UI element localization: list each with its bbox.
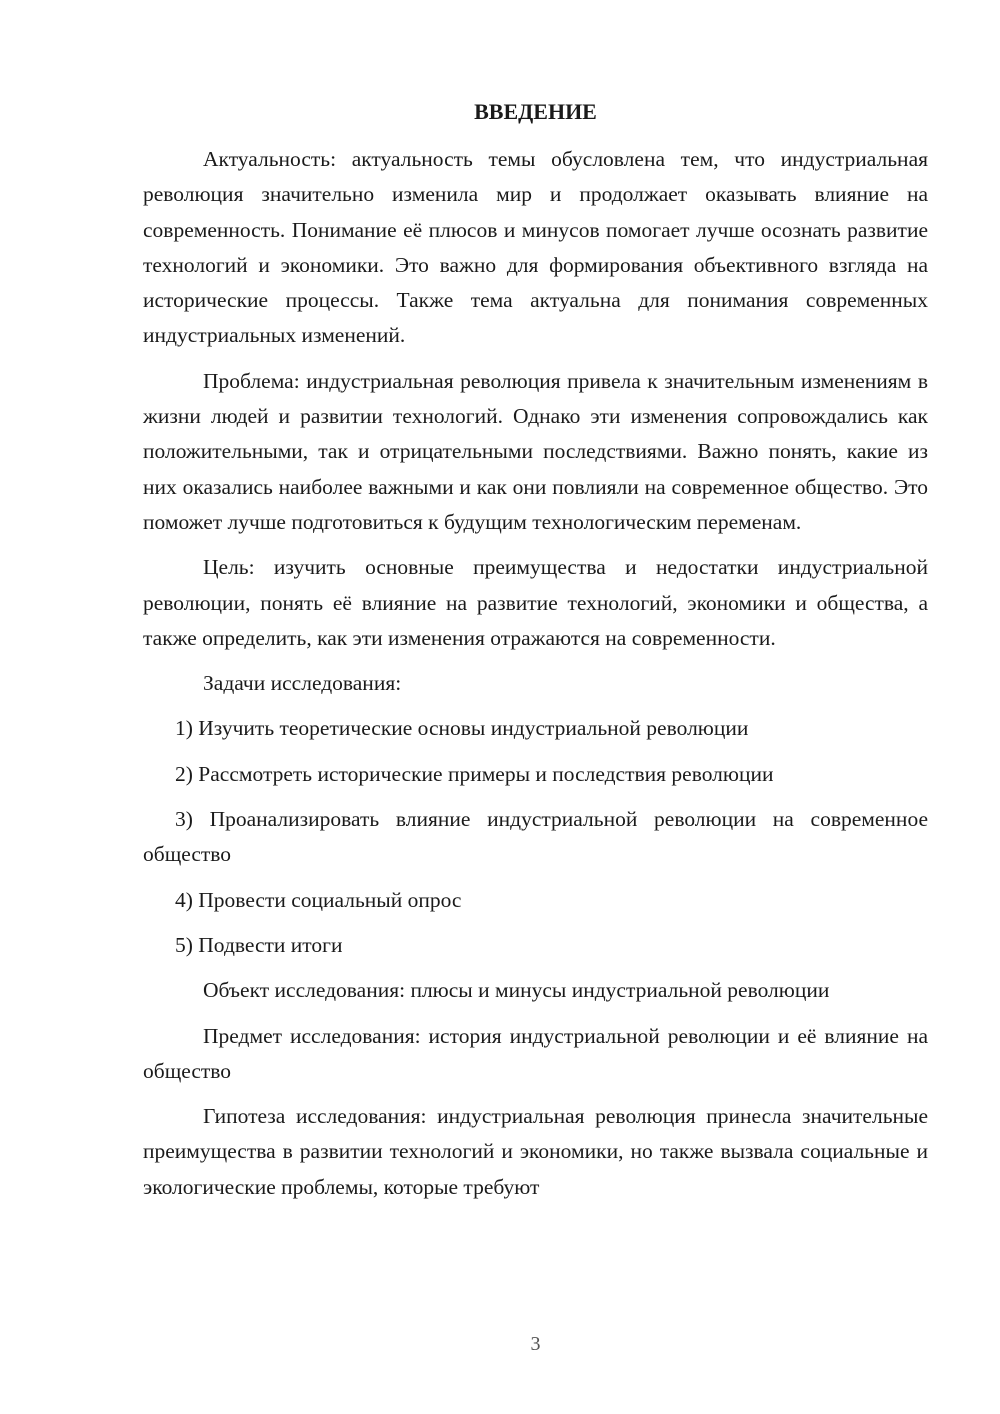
- task-item-1: 1) Изучить теоретические основы индустриальной революции: [175, 716, 749, 741]
- paragraph-relevance: Актуальность: актуальность темы обусловлена тем, что индустриальная революция значительно изменила мир и продолжает оказывать влияние на современность. Понимание её плюсов и минусов помогает лучше осознать развитие технологий и экономики. Это важно для формирования объективного взгляда на исторические процессы. Также тема актуальна для понимания современных индустриальных изменений.: [143, 147, 928, 348]
- page-number: 3: [530, 1333, 541, 1355]
- document-page: [143, 0, 928, 1414]
- document-body: [143, 142, 928, 1215]
- task-item-5: 5) Подвести итоги: [175, 932, 343, 957]
- task-item-3: 3) Проанализировать влияние индустриальной революции на современное общество: [143, 807, 928, 867]
- section-title: ВВЕДЕНИЕ: [474, 99, 597, 124]
- tasks-heading: Задачи исследования:: [203, 671, 402, 696]
- paragraph-goal: Цель: изучить основные преимущества и недостатки индустриальной революции, понять её влияние на развитие технологий, экономики и общества, а также определить, как эти изменения отражаются на современности.: [143, 555, 928, 650]
- paragraph-hypothesis: Гипотеза исследования: индустриальная революция принесла значительные преимущества в развитии технологий и экономики, но также вызвала социальные и экологические проблемы, которые требуют: [143, 1104, 928, 1199]
- paragraph-problem: Проблема: индустриальная революция привела к значительным изменениям в жизни людей и развитии технологий. Однако эти изменения сопровождались как положительными, так и отрицательными последствиями. Важно понять, какие из них оказались наиболее важными и как они повлияли на современное общество. Это поможет лучше подготовиться к будущим технологическим переменам.: [143, 368, 928, 534]
- paragraph-object: Объект исследования: плюсы и минусы индустриальной революции: [203, 978, 830, 1003]
- paragraph-subject: Предмет исследования: история индустриальной революции и её влияние на общество: [143, 1023, 928, 1083]
- task-item-2: 2) Рассмотреть исторические примеры и последствия революции: [175, 761, 774, 786]
- task-item-4: 4) Провести социальный опрос: [175, 887, 462, 912]
